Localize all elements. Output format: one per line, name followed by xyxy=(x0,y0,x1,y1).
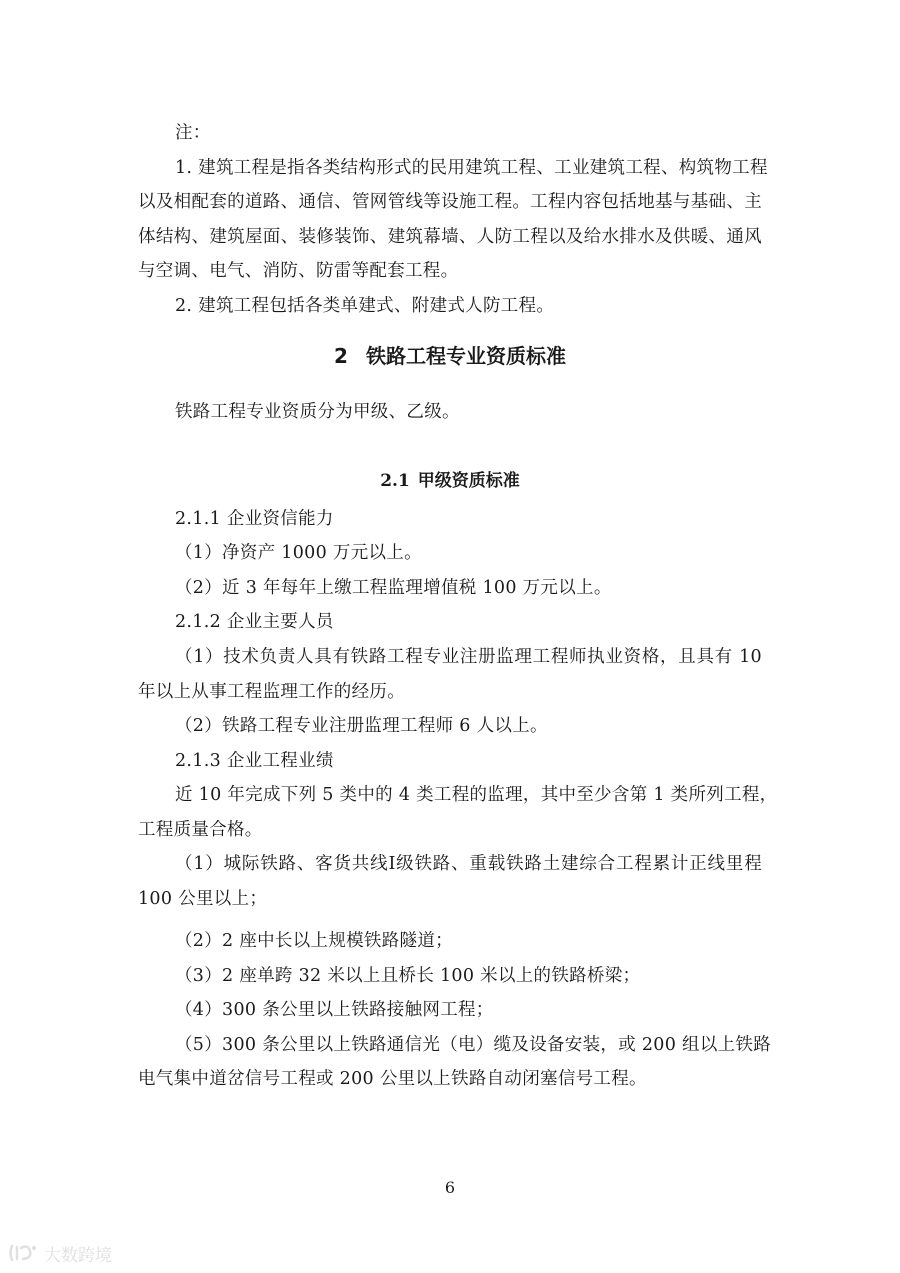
section-number: 2 xyxy=(334,344,348,368)
clause-2-1-2-heading: 2.1.2 企业主要人员 xyxy=(175,612,334,632)
note-2: 2. 建筑工程包括各类单建式、附建式人防工程。 xyxy=(175,296,555,316)
watermark-logo-icon xyxy=(8,1242,38,1264)
clause-2-1-3-item-2: （2）2 座中长以上规模铁路隧道； xyxy=(175,931,453,951)
clause-2-1-2-item-2: （2）铁路工程专业注册监理工程师 6 人以上。 xyxy=(175,716,548,736)
note-1-line-2: 以及相配套的道路、通信、管网管线等设施工程。工程内容包括地基与基础、主 xyxy=(138,192,762,212)
clause-2-1-2-item-1-line-1: （1）技术负责人具有铁路工程专业注册监理工程师执业资格，且具有 10 xyxy=(175,647,762,667)
note-label: 注： xyxy=(175,123,211,143)
clause-2-1-1-item-2: （2）近 3 年每年上缴工程监理增值税 100 万元以上。 xyxy=(175,578,612,598)
note-1-line-1: 1. 建筑工程是指各类结构形式的民用建筑工程、工业建筑工程、构筑物工程 xyxy=(175,158,768,178)
clause-2-1-1-item-1: （1）净资产 1000 万元以上。 xyxy=(175,543,422,563)
subsection-heading xyxy=(0,469,900,493)
note-1-line-3: 体结构、建筑屋面、装修装饰、建筑幕墙、人防工程以及给水排水及供暖、通风 xyxy=(138,227,762,247)
subsection-number: 2.1 xyxy=(380,471,410,491)
clause-2-1-3-intro-line-2: 工程质量合格。 xyxy=(138,820,263,840)
clause-2-1-3-intro-line-1: 近 10 年完成下列 5 类中的 4 类工程的监理，其中至少含第 1 类所列工程， xyxy=(175,785,778,805)
section-intro: 铁路工程专业资质分为甲级、乙级。 xyxy=(175,402,460,422)
clause-2-1-3-item-4: （4）300 条公里以上铁路接触网工程； xyxy=(175,1000,494,1020)
clause-2-1-3-item-5-line-1: （5）300 条公里以上铁路通信光（电）缆及设备安装，或 200 组以上铁路 xyxy=(175,1035,772,1055)
watermark xyxy=(8,1240,112,1266)
watermark-text: 大数跨境 xyxy=(44,1245,112,1266)
clause-2-1-3-item-1-line-1: （1）城际铁路、客货共线Ⅰ级铁路、重载铁路土建综合工程累计正线里程 xyxy=(175,854,762,874)
clause-2-1-3-heading: 2.1.3 企业工程业绩 xyxy=(175,751,334,771)
page-number: 6 xyxy=(444,1178,456,1197)
subsection-title: 甲级资质标准 xyxy=(417,471,520,491)
clause-2-1-2-item-1-line-2: 年以上从事工程监理工作的经历。 xyxy=(138,682,405,702)
clause-2-1-3-item-3: （3）2 座单跨 32 米以上且桥长 100 米以上的铁路桥梁； xyxy=(175,966,641,986)
note-1-line-4: 与空调、电气、消防、防雷等配套工程。 xyxy=(138,261,459,281)
clause-2-1-3-item-1-line-2: 100 公里以上； xyxy=(138,889,268,909)
section-title: 铁路工程专业资质标准 xyxy=(365,344,566,368)
clause-2-1-3-item-5-line-2: 电气集中道岔信号工程或 200 公里以上铁路自动闭塞信号工程。 xyxy=(138,1069,647,1089)
section-heading xyxy=(0,342,900,370)
clause-2-1-1-heading: 2.1.1 企业资信能力 xyxy=(175,509,334,529)
